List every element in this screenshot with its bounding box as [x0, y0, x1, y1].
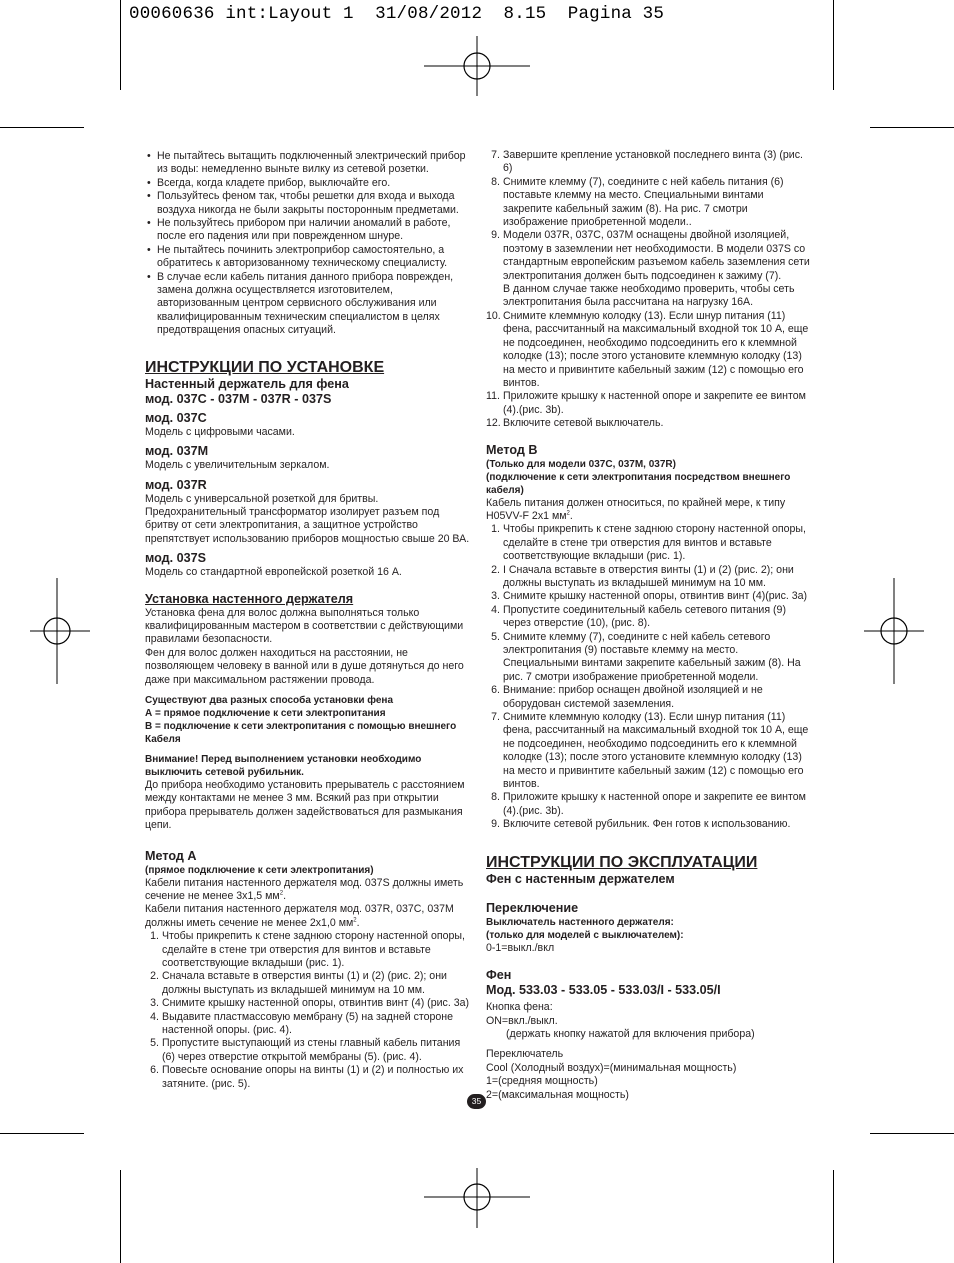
crop-mark-top-right-v [833, 0, 834, 90]
method-b-title: Метод В [486, 442, 538, 457]
left-column [145, 150, 470, 1091]
install-ways-heading: Существуют два разных способа установки фена [145, 694, 394, 706]
model-037s-title: мод. 037S [145, 551, 207, 566]
model-037m-text: Модель с увеличительным зеркалом. [145, 459, 330, 472]
crop-mark-bottom-left-v [120, 1170, 121, 1263]
crop-mark-bottom-right-v [833, 1170, 834, 1263]
operation-section-title: ИНСТРУКЦИИ ПО ЭКСПЛУАТАЦИИ [486, 853, 758, 871]
method-a-cable-037s: Кабели питания настенного держателя мод. 037S должны иметь сечение не менее 3x1,5 $мм^2$. [145, 876, 464, 902]
fen-title: Фен [486, 968, 512, 983]
list-item: 7. Снимите клеммную колодку (13). Если шнур питания (11) фена, рассчитанный на максимальный входной ток 10 А, еще не подсоединен, необходимо подсоединить его к клеммной колодке (13); после этого установите клеммную колодку (13) на место и привинтите кабельный зажим (12) с помощью его винтов. [491, 711, 809, 791]
list-item: 8. Приложите крышку к настенной опоре и закрепите ее винтом (4).(рис. 3b). [491, 791, 806, 817]
print-slug: 00060636 int:Layout 1 31/08/2012 8.15 Pagina 35 [129, 4, 665, 24]
list-item: • В случае если кабель питания данного прибора поврежден, замена должна осуществляется изготовителем, авторизованным центром сервисного обслуживания или квалифицированным техническим специалистом в целях предотвращения опасных ситуаций. [145, 271, 470, 338]
wall-install-text-2: Фен для волос должен находиться на расстоянии, не позволяющем человеку в ванной или в душе дотянуться до него даже при максимальном растяжении провода. [145, 646, 464, 686]
list-item: 8. Снимите клемму (7), соедините с ней кабель питания (6) поставьте клемму на место. Специальными винтами закрепите кабельный зажим (8). На рис. 7 смотри изображение приобретенной модели.. [491, 175, 784, 229]
list-item: 6. Повесьте основание опоры на винты (1) и (2) и полностью их затяните. (рис. 5). [150, 1064, 464, 1090]
model-037s-text: Модель со стандартной европейской розеткой 16 А. [145, 566, 402, 579]
install-subtitle-1: Настенный держатель для фена [145, 376, 349, 391]
wall-install-text-1: Установка фена для волос должна выполняться только квалифицированным мастером в соответствии с действующими правилами безопасности. [145, 606, 464, 646]
crop-mark-bottom-right-h [870, 1133, 954, 1134]
method-b-cable-text: Кабель питания должен относиться, по крайней мере, к типу H05VV-F 2x1 $мм^2$. [486, 496, 786, 522]
install-subtitle-2: мод. 037C - 037M - 037R - 037S [145, 391, 332, 406]
crop-mark-top-right-h [870, 127, 954, 128]
list-item: 4. Пропустите соединительный кабель сетевого питания (9) через отверстие (10), (рис. 8). [491, 603, 786, 630]
switch-subtitle-2: (только для моделей с выключателем): [486, 929, 684, 941]
method-a-subtitle: (прямое подключение к сети электропитания) [145, 864, 374, 876]
list-item: • Пользуйтесь феном так, чтобы решетки для входа и выхода воздуха никогда не были закрыты посторонным предметами. [145, 190, 470, 217]
wall-install-title: Установка настенного держателя [145, 591, 354, 606]
list-item: 1. Чтобы прикрепить к стене заднюю сторону настенной опоры, сделайте в стене три отверстия для винтов и вставьте соответствующие вкладыши (рис. 1). [150, 930, 465, 970]
switch-text: 0-1=выкл./вкл [486, 941, 555, 954]
list-item: 3. Снимите крышку настенной опоры, отвинтив винт (4) (рис. 3a) [150, 997, 470, 1010]
method-a-title: Метод А [145, 848, 197, 863]
method-b-subtitle-1: (Только для модели 037C, 037M, 037R) [486, 458, 676, 470]
button-hint: (держать кнопку нажатой для включения прибора) [506, 1027, 755, 1040]
list-item: • Не пытайтесь починить электроприбор самостоятельно, а обратитесь к авторизованному техническому специалисту. [145, 244, 470, 271]
safety-bullet-list [145, 150, 470, 338]
list-item: • Не пытайтесь вытащить подключенный электрический прибор из воды: немедленно выньте вилку из сетевой розетки. [145, 150, 470, 177]
model-037c-text: Модель с цифровыми часами. [145, 425, 295, 438]
method-b-steps [486, 523, 812, 831]
crop-mark-top-left-v [120, 0, 121, 90]
list-item: 5. Снимите клемму (7), соедините с ней кабель сетевого электропитания (9) поставьте клемму на место. Специальными винтами закрепите кабельный зажим (8). На рис. 7 смотри изображение приобретенной модели. [491, 630, 801, 683]
list-item: 1. Чтобы прикрепить к стене заднюю сторону настенной опоры, сделайте в стене три отверстия для винтов и вставьте соответствующие вкладыши (рис. 1). [491, 523, 806, 563]
registration-mark-left [30, 578, 90, 684]
list-item: 7. Завершите крепление установкой последнего винта (3) (рис. 6) [491, 149, 803, 175]
method-b-subtitle-2: (подключение к сети электропитания посредством внешнего кабеля) [486, 471, 791, 496]
list-item: 11. Приложите крышку к настенной опоре и закрепите ее винтом (4).(рис. 3b). [486, 390, 806, 416]
list-item: 10. Снимите клеммную колодку (13). Если шнур питания (11) фена, рассчитанный на максимальный входной ток 10 А, еще не подсоединен, необходимо подсоединить его к клеммной колодке (13); после этого установите клеммную колодку (13) на место и привинтите кабельный зажим (12) с помощью его винтов. [486, 309, 809, 389]
model-037r-title: мод. 037R [145, 477, 207, 492]
switch-title: Переключение [486, 900, 579, 915]
list-item: • Не пользуйтесь прибором при наличии аномалий в работе, после его падения или при поврежденном шнуре. [145, 217, 470, 244]
warning-bold: Внимание! Перед выполнением установки необходимо выключить сетевой рубильник. [145, 753, 422, 778]
install-way-b: В = подключение к сети электропитания с помощью внешнего Кабеля [145, 720, 457, 745]
crop-mark-top-left-h [0, 127, 84, 128]
crop-mark-bottom-left-h [0, 1133, 84, 1134]
registration-mark-right [864, 578, 924, 684]
model-037c-title: мод. 037C [145, 410, 207, 425]
list-item: 4. Выдавите пластмассовую мембрану (5) на задней стороне настенной опоры. (рис. 4). [150, 1010, 454, 1037]
install-way-a: А = прямое подключение к сети электропитания [145, 707, 386, 719]
method-a-cable-others: Кабели питания настенного держателя мод. 037R, 037C, 037M должны иметь сечение не менее 2x1,0 $мм^2$. [145, 903, 454, 929]
selector-item-1: 1=(средняя мощность) [486, 1075, 598, 1088]
list-item: 9. Включите сетевой рубильник. Фен готов к использованию. [491, 818, 791, 831]
warning-text: До прибора необходимо установить прерыватель с расстоянием между контактами не менее 3 мм. Всякий раз при открытии прибора прерыватель должен задействоваться для размыкания цепи. [145, 778, 465, 832]
list-item: 3. Снимите крышку настенной опоры, отвинтив винт (4)(рис. 3a) [491, 590, 808, 603]
selector-label: Переключатель [486, 1048, 564, 1061]
registration-mark-bottom [424, 1168, 530, 1228]
button-label: Кнопка фена: [486, 1001, 553, 1014]
model-037m-title: мод. 037M [145, 444, 209, 459]
switch-subtitle-1: Выключатель настенного держателя: [486, 916, 674, 928]
method-a-steps-continued [486, 149, 812, 431]
selector-item-cool: Cool (Холодный воздух)=(минимальная мощность) [486, 1061, 737, 1074]
page-number-badge: 35 [467, 1094, 486, 1109]
right-column [486, 149, 812, 1102]
registration-mark-top [424, 36, 530, 96]
list-item: • Всегда, когда кладете прибор, выключайте его. [145, 177, 470, 190]
model-037r-text: Модель с универсальной розеткой для бритвы. Предохранительный трансформатор изолирует разъем под бритву от сети электропитания, а защитное устройство препятствует использованию приборов мощностью свыше 20 ВА. [145, 492, 470, 545]
button-onoff: ON=вкл./выкл. [486, 1014, 558, 1027]
list-item: 12. Включите сетевой выключатель. [486, 417, 664, 430]
operation-subtitle: Фен с настенным держателем [486, 871, 675, 886]
selector-item-2: 2=(максимальная мощность) [486, 1088, 629, 1101]
list-item: 6. Внимание: прибор оснащен двойной изоляцией и не оборудован системой заземления. [491, 684, 763, 710]
list-item: 5. Пропустите выступающий из стены главный кабель питания (6) через отверстие открытой мембраны (5). (рис. 4). [150, 1037, 461, 1063]
list-item: 9. Модели 037R, 037C, 037M оснащены двойной изоляцией, поэтому в заземлении нет необходимости. В модели 037S со стандартным европейским разъемом кабель заземления сети электропитания должен быть подсоединен к зажиму (7). В данном случае также необходимо проверить, чтобы сеть электропитания была рассчитана на нагрузку 16А. [491, 229, 810, 309]
list-item: 2. I Сначала вставьте в отверстия винты (1) и (2) (рис. 2); они должны выступать из вкладышей минимум на 10 мм. [491, 563, 794, 589]
fen-models: Мод. 533.03 - 533.05 - 533.03/I - 533.05/I [486, 983, 721, 998]
install-section-title: ИНСТРУКЦИИ ПО УСТАНОВКЕ [145, 358, 385, 376]
list-item: 2. Сначала вставьте в отверстия винты (1) и (2) (рис. 2); они должны выступать из вкладышей минимум на 10 мм. [150, 970, 447, 996]
method-a-steps [145, 930, 470, 1091]
